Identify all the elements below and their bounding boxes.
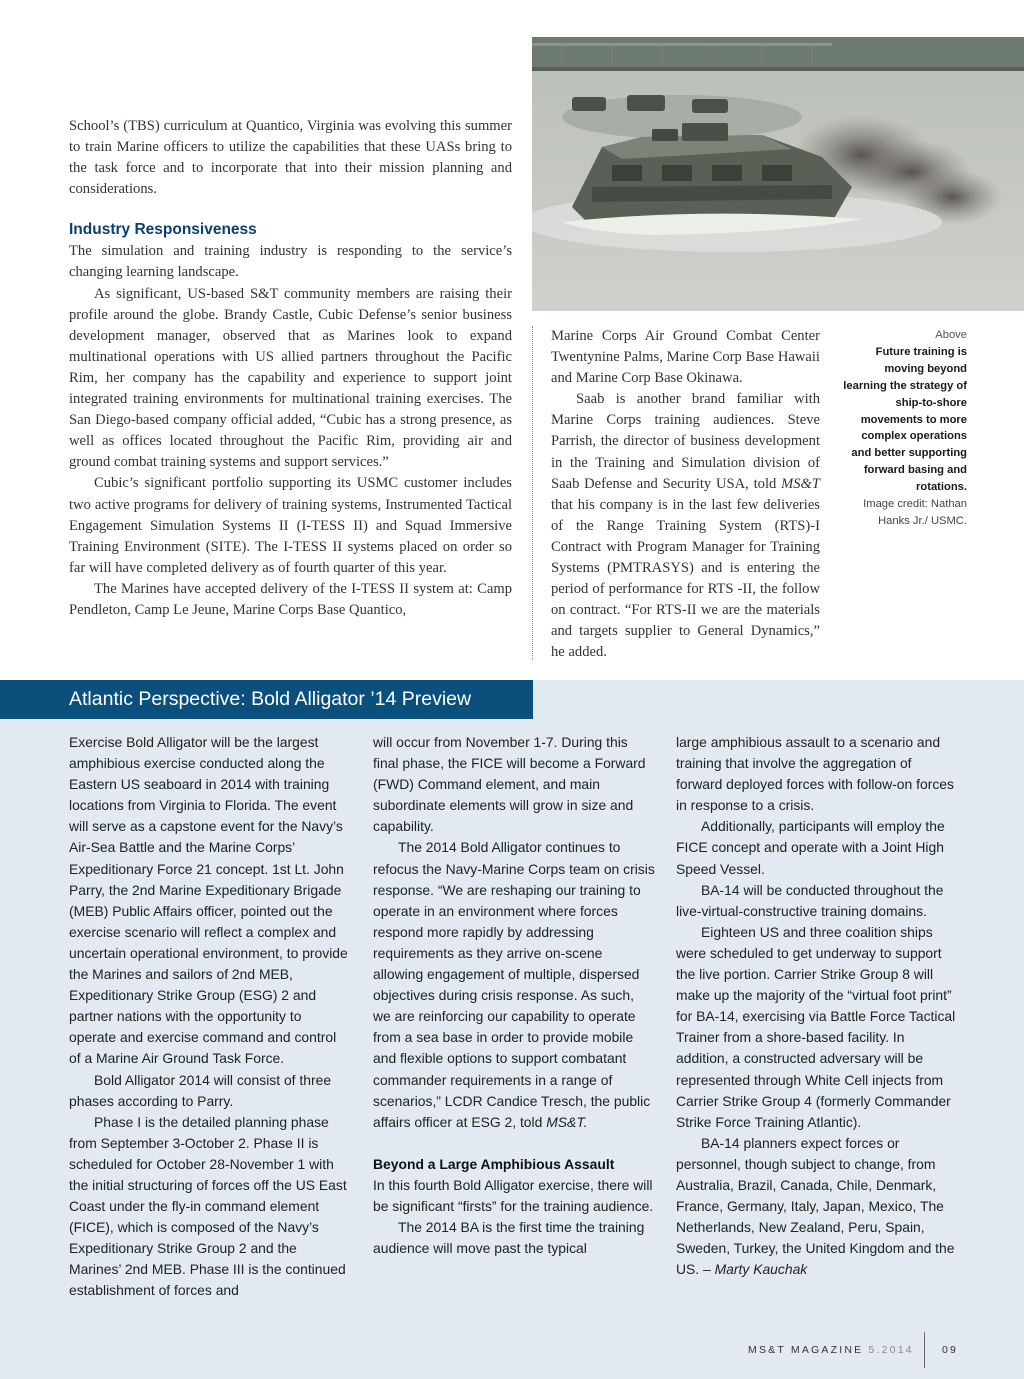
sidebar-title: Atlantic Perspective: Bold Alligator ’14 Preview <box>0 680 533 719</box>
article-paragraph: The Marines have accepted delivery of the I-TESS II system at: Camp Pendleton, Camp Le Jeune, Marine Corps Base Quantico, <box>69 580 512 618</box>
article-paragraph: School’s (TBS) curriculum at Quantico, Virginia was evolving this summer to train Marine officers to utilize the capabilities that these UASs bring to the task force and to incorporate that into their mission planning and considerations. <box>69 118 512 198</box>
sidebar-paragraph: Bold Alligator 2014 will consist of three phases according to Parry. <box>69 1071 332 1109</box>
article-middle-column <box>551 326 820 664</box>
article-paragraph: Marine Corps Air Ground Combat Center Twentynine Palms, Marine Corp Base Hawaii and Marine Corp Base Okinawa. <box>551 328 820 387</box>
caption-credit: Image credit: Nathan Hanks Jr./ USMC. <box>863 498 967 527</box>
article-photo-amphibious-vehicles <box>532 37 1024 311</box>
sidebar-paragraph: Additionally, participants will employ the FICE concept and operate with a Joint High Speed Vessel. <box>676 818 945 877</box>
sidebar-paragraph: The 2014 BA is the first time the training audience will move past the typical <box>373 1219 645 1257</box>
sidebar-column-3 <box>676 732 958 1280</box>
sidebar-subheading-beyond-amphibious-assault: Beyond a Large Amphibious Assault <box>373 1155 615 1172</box>
page-number: 09 <box>942 1344 959 1356</box>
sidebar-column-2 <box>373 732 655 1259</box>
article-paragraph: Saab is another brand familiar with Marine Corps training audiences. Steve Parrish, the director of business development in the Training and Simulation division of Saab Defense and Security USA, told MS&T that his company is in the last few deliveries of the Range Training System (RTS)-I Contract with Program Manager for Training Systems (PMTRASYS) and is entering the period of performance for RTS -II, the follow on contract. “For RTS-II we are the materials and targets supplier to General Dynamics,” he added. <box>551 391 820 661</box>
sidebar-paragraph: Phase I is the detailed planning phase from September 3-October 2. Phase II is scheduled for October 28-November 1 with the initial structuring of forces off the US East Coast under the fly-in command element (FICE), which is composed of the Navy’s Expeditionary Strike Group 2 and the Marines’ 2nd MEB. Phase III is the continued establishment of forces and <box>69 1113 347 1299</box>
caption-text: Future training is moving beyond learning the strategy of ship-to-shore movements to more complex operations and better supporting forward basing and rotations. <box>843 345 967 494</box>
author-byline: Marty Kauchak <box>714 1261 808 1278</box>
sidebar-paragraph: In this fourth Bold Alligator exercise, there will be significant “firsts” for the training audience. <box>373 1176 654 1214</box>
article-left-column <box>69 116 512 621</box>
photo-caption <box>840 327 967 530</box>
sidebar-paragraph: large amphibious assault to a scenario and training that involve the aggregation of forward deployed forces with follow-on forces in response to a crisis. <box>676 734 954 814</box>
sidebar-paragraph: BA-14 planners expect forces or personnel, though subject to change, from Australia, Brazil, Canada, Chile, Denmark, France, Germany, Italy, Japan, Mexico, The Netherlands, New Zealand, Peru, Spain, Sweden, Turkey, the United Kingdom and the US. – Marty Kauchak <box>676 1134 955 1278</box>
sidebar-paragraph: will occur from November 1-7. During this final phase, the FICE will become a Forward (FWD) Command element, and main subordinate elements will grow in size and capability. <box>373 734 646 835</box>
publication-name: MS&T <box>781 475 820 492</box>
sidebar-paragraph: Eighteen US and three coalition ships were scheduled to get underway to support the live portion. Carrier Strike Group 8 will make up the majority of the “virtual foot print” for BA-14, exercising via Battle Force Tactical Trainer from a shore-based facility. In addition, a constructed adversary will be represented through White Cell injects from Carrier Strike Group 4 (formerly Commander Strike Force Training Atlantic). <box>676 923 956 1130</box>
column-divider <box>532 326 533 660</box>
footer-magazine: MS&T MAGAZINE 5.2014 <box>748 1344 914 1356</box>
page-footer <box>748 1344 968 1360</box>
caption-label: Above <box>935 329 967 341</box>
footer-date: 5.2014 <box>868 1344 914 1356</box>
sidebar-paragraph: BA-14 will be conducted throughout the live-virtual-constructive training domains. <box>676 881 944 919</box>
sidebar-paragraph: Exercise Bold Alligator will be the largest amphibious exercise conducted along the Eastern US seaboard in 2014 with training locations from Virginia to Florida. The event will serve as a capstone event for the Navy’s Air-Sea Battle and the Marine Corps’ Expeditionary Force 21 concept. 1st Lt. John Parry, the 2nd Marine Expeditionary Brigade (MEB) Public Affairs officer, pointed out the exercise scenario will reflect a complex and uncertain operational environment, to provide the Marines and sailors of 2nd MEB, Expeditionary Strike Group (ESG) 2 and partner nations with the opportunity to operate and exercise command and control of a Marine Air Ground Task Force. <box>69 734 348 1067</box>
sidebar-column-1 <box>69 732 351 1302</box>
sidebar-paragraph: The 2014 Bold Alligator continues to refocus the Navy-Marine Corps team on crisis response. “We are reshaping our training to operate in an environment where forces respond more rapidly by addressing requirements as they arrive on-scene allowing engagement of multiple, dispersed objectives during crisis response. As such, we are reinforcing our capability to operate from a sea base in order to provide mobile and flexible options to support combatant commander requirements in a range of scenarios,” LCDR Candice Tresch, the public affairs officer at ESG 2, told MS&T. <box>373 839 655 1130</box>
article-paragraph: Cubic’s significant portfolio supporting its USMC customer includes two active programs for delivery of training systems, Instrumented Tactical Engagement Simulation Systems II (I-TESS II) and Squad Immersive Training Environment (SITE). The I-TESS II systems placed on order so far will have completed delivery as of fourth quarter of this year. <box>69 475 512 576</box>
article-paragraph: The simulation and training industry is responding to the service’s changing learning landscape. <box>69 243 512 281</box>
publication-name: MS&T. <box>546 1113 588 1130</box>
footer-divider <box>924 1332 925 1368</box>
article-paragraph: As significant, US-based S&T community members are raising their profile around the globe. Brandy Castle, Cubic Defense’s senior business development manager, observed that as Marines look to expand multinational operations with US allied partners throughout the Pacific Rim, her company has the capability and experience to support joint integrated training environments for multinational training exercises. The San Diego-based company official added, “Cubic has a strong presence, as well as offices located throughout the Pacific Rim, providing air and ground combat training systems and support services.” <box>69 285 512 471</box>
section-heading-industry-responsiveness: Industry Responsiveness <box>69 221 257 239</box>
